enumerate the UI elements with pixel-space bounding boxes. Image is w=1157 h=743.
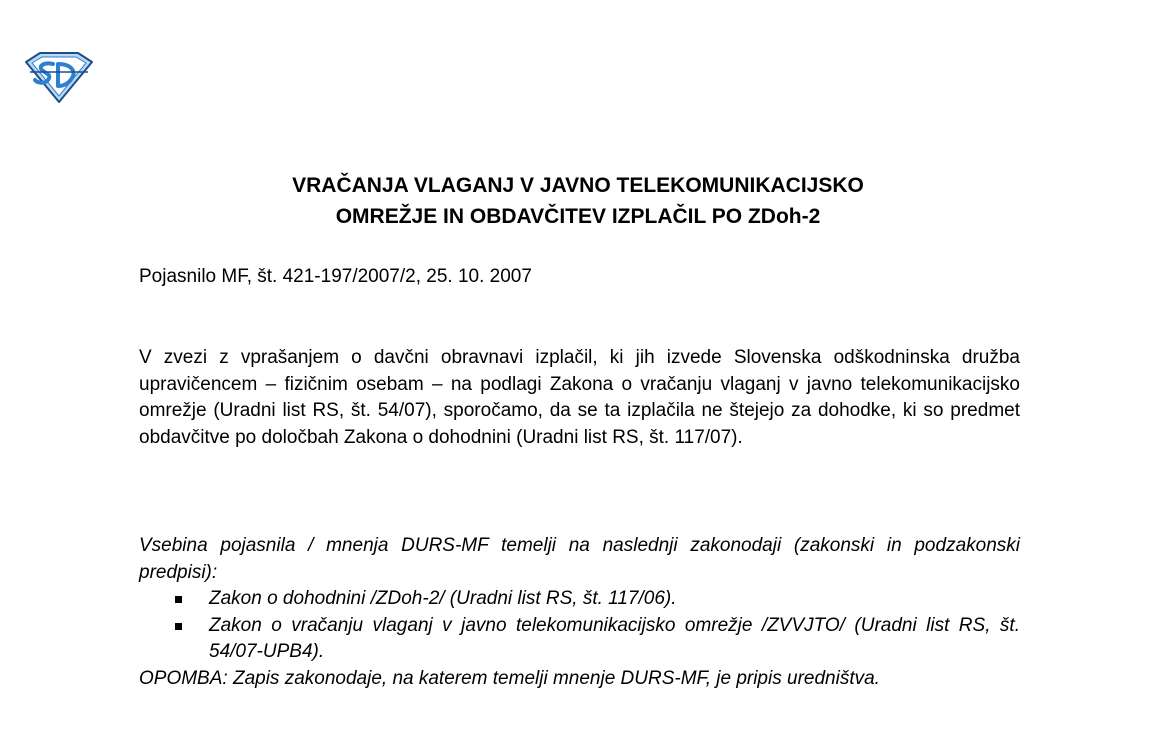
sd-logo-icon <box>22 50 96 104</box>
title-line-2: OMREŽJE IN OBDAVČITEV IZPLAČIL PO ZDoh-2 <box>335 205 821 228</box>
bullet-icon <box>175 623 182 630</box>
legal-intro: Vsebina pojasnila / mnenja DURS-MF temelji na naslednji zakonodaji (zakonski in podzakonski predpisi): <box>139 535 1020 583</box>
editorial-note: OPOMBA: Zapis zakonodaje, na katerem temelji mnenje DURS-MF, je pripis uredništva. <box>139 667 880 689</box>
document-title <box>130 170 1026 232</box>
list-item-text: Zakon o dohodnini /ZDoh-2/ (Uradni list RS, št. 117/06). <box>209 588 677 609</box>
bullet-icon <box>175 596 182 603</box>
body-paragraph: V zvezi z vprašanjem o davčni obravnavi izplačil, ki jih izvede Slovenska odškodninska družba upravičencem – fizičnim osebam – na podlagi Zakona o vračanju vlaganj v javno telekomunikacijsko omrežje (Uradni list RS, št. 54/07), sporočamo, da se ta izplačila ne štejejo za dohodke, ki so predmet obdavčitve po določbah Zakona o dohodnini (Uradni list RS, št. 117/07). <box>139 347 1020 448</box>
source-reference: Pojasnilo MF, št. 421-197/2007/2, 25. 10. 2007 <box>139 266 532 287</box>
list-item <box>139 613 1020 666</box>
legislation-list <box>139 586 1020 666</box>
list-item-text: Zakon o vračanju vlaganj v javno telekomunikacijsko omrežje /ZVVJTO/ (Uradni list RS, št. 54/07-UPB4). <box>209 614 1020 662</box>
list-item <box>139 586 1020 613</box>
title-line-1: VRAČANJA VLAGANJ V JAVNO TELEKOMUNIKACIJSKO <box>292 174 864 197</box>
legal-basis-section <box>139 533 1020 692</box>
